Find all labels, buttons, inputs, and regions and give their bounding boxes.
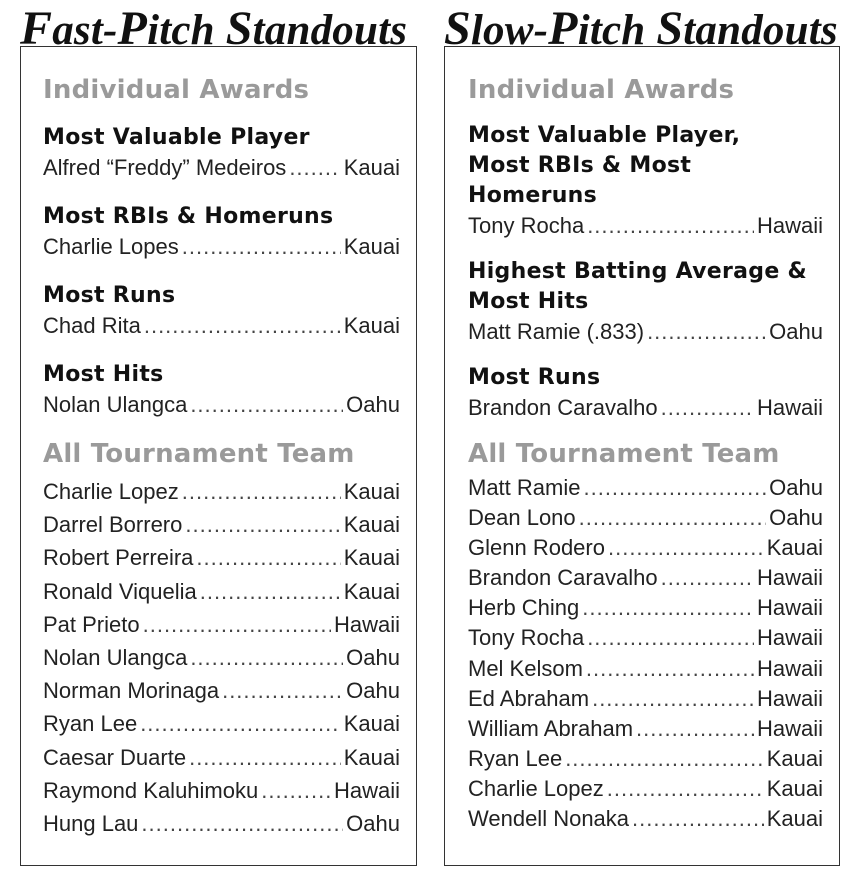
player-name: Nolan Ulangca <box>43 645 188 671</box>
team-row <box>468 593 823 623</box>
dot-leader <box>189 741 341 774</box>
award-title: Most Valuable Player <box>43 125 310 150</box>
island-name: Kauai <box>343 234 400 259</box>
individual-awards-heading: Individual Awards <box>468 75 735 105</box>
award-winner-row <box>43 232 400 262</box>
player-name: Darrel Borrero <box>43 512 183 538</box>
all-tournament-team-heading: All Tournament Team <box>468 439 780 469</box>
player-name: Ryan Lee <box>468 745 563 771</box>
island-name: Kauai <box>343 711 400 737</box>
island-name: Kauai <box>343 744 400 770</box>
award-title: Most Runs <box>43 283 176 308</box>
island-name: Oahu <box>346 811 400 837</box>
team-row <box>468 473 823 503</box>
team-row <box>468 744 823 774</box>
fast-pitch-title: Fast-Pitch Standouts <box>20 2 408 55</box>
dot-leader <box>636 714 754 744</box>
player-name: Glenn Rodero <box>468 535 605 561</box>
fast-pitch-panel <box>20 46 417 866</box>
island-name: Kauai <box>343 545 400 571</box>
award-winner-row <box>468 211 823 241</box>
island-name: Hawaii <box>756 655 823 681</box>
team-row <box>468 503 823 533</box>
player-name: Wendell Nonaka <box>468 806 630 832</box>
dot-leader <box>144 311 341 341</box>
island-name: Hawaii <box>756 685 823 711</box>
team-row <box>43 541 400 574</box>
award-title: Most Valuable Player, Most RBIs & Most Homeruns <box>468 123 741 208</box>
player-name: Brandon Caravalho <box>468 565 658 591</box>
player-name: Norman Morinaga <box>43 678 220 704</box>
dot-leader <box>289 153 340 183</box>
dot-leader <box>661 563 754 593</box>
fast-pitch-column <box>20 0 417 837</box>
dot-leader <box>182 232 341 262</box>
island-name: Oahu <box>346 645 400 671</box>
team-row <box>468 563 823 593</box>
island-name: Kauai <box>343 512 400 538</box>
slow-pitch-title: Slow-Pitch Standouts <box>444 2 838 55</box>
team-row <box>43 608 400 641</box>
team-row <box>468 623 823 653</box>
award-title: Highest Batting Average & Most Hits <box>468 259 808 314</box>
dot-leader <box>190 390 343 420</box>
player-name: Chad Rita <box>43 313 141 338</box>
dot-leader <box>608 533 764 563</box>
dot-leader <box>182 475 341 508</box>
island-name: Hawaii <box>756 213 823 238</box>
island-name: Kauai <box>766 535 823 561</box>
dot-leader <box>587 623 754 653</box>
award-entry <box>43 123 400 183</box>
island-name: Oahu <box>769 475 823 500</box>
award-entry <box>43 360 400 420</box>
team-row <box>468 714 823 744</box>
dot-leader <box>185 508 340 541</box>
player-name: Charlie Lopez <box>43 479 179 504</box>
island-name: Hawaii <box>333 611 400 637</box>
dot-leader <box>607 774 764 804</box>
award-winner-row <box>43 153 400 183</box>
award-title: Most RBIs & Homeruns <box>43 204 334 229</box>
team-row <box>43 508 400 541</box>
dot-leader <box>587 211 754 241</box>
island-name: Kauai <box>343 313 400 338</box>
island-name: Oahu <box>769 319 823 344</box>
dot-leader <box>261 774 331 807</box>
award-winner-row <box>43 311 400 341</box>
team-row <box>43 575 400 608</box>
player-name: Hung Lau <box>43 811 139 837</box>
player-name: Caesar Duarte <box>43 744 187 770</box>
dot-leader <box>196 541 340 574</box>
team-row <box>468 533 823 563</box>
island-name: Hawaii <box>756 565 823 591</box>
island-name: Kauai <box>343 578 400 604</box>
award-winner-row <box>43 390 400 420</box>
island-name: Oahu <box>769 505 823 531</box>
dot-leader <box>141 807 343 840</box>
team-row <box>43 707 400 740</box>
player-name: Tony Rocha <box>468 213 585 238</box>
award-entry <box>468 121 823 241</box>
player-name: Alfred “Freddy” Medeiros <box>43 155 287 180</box>
island-name: Oahu <box>346 392 400 417</box>
dot-leader <box>143 608 331 641</box>
island-name: Kauai <box>766 775 823 801</box>
player-name: Herb Ching <box>468 595 580 621</box>
island-name: Hawaii <box>756 625 823 651</box>
player-name: Brandon Caravalho <box>468 395 658 420</box>
player-name: Ryan Lee <box>43 711 138 737</box>
dot-leader <box>647 317 766 347</box>
dot-leader <box>632 804 764 834</box>
dot-leader <box>586 654 754 684</box>
team-row <box>43 807 400 840</box>
team-row <box>468 774 823 804</box>
award-entry <box>468 363 823 423</box>
award-title: Most Runs <box>468 365 601 390</box>
award-winner-row <box>468 317 823 347</box>
team-row <box>43 641 400 674</box>
player-name: Raymond Kaluhimoku <box>43 777 259 803</box>
player-name: Robert Perreira <box>43 545 194 571</box>
award-entry <box>43 202 400 262</box>
team-row <box>43 741 400 774</box>
team-row <box>43 475 400 508</box>
player-name: Tony Rocha <box>468 625 585 651</box>
player-name: Charlie Lopes <box>43 234 179 259</box>
team-row <box>43 774 400 807</box>
fast-team-list <box>43 475 400 840</box>
award-winner-row <box>468 393 823 423</box>
island-name: Kauai <box>766 745 823 771</box>
dot-leader <box>140 707 341 740</box>
team-row <box>468 804 823 834</box>
player-name: Mel Kelsom <box>468 655 583 681</box>
island-name: Kauai <box>343 479 400 504</box>
dot-leader <box>583 473 766 503</box>
island-name: Kauai <box>766 806 823 832</box>
dot-leader <box>579 503 767 533</box>
player-name: Pat Prieto <box>43 611 140 637</box>
dot-leader <box>565 744 764 774</box>
player-name: Dean Lono <box>468 505 576 531</box>
island-name: Hawaii <box>756 595 823 621</box>
player-name: William Abraham <box>468 715 634 741</box>
slow-pitch-column <box>444 0 840 832</box>
team-row <box>468 684 823 714</box>
player-name: Charlie Lopez <box>468 775 604 801</box>
dot-leader <box>582 593 754 623</box>
player-name: Ed Abraham <box>468 685 590 711</box>
player-name: Matt Ramie (.833) <box>468 319 645 344</box>
individual-awards-heading: Individual Awards <box>43 75 310 105</box>
dot-leader <box>222 674 343 707</box>
award-entry <box>43 281 400 341</box>
island-name: Hawaii <box>333 777 400 803</box>
island-name: Hawaii <box>756 395 823 420</box>
team-row <box>468 654 823 684</box>
dot-leader <box>200 575 341 608</box>
all-tournament-team-heading: All Tournament Team <box>43 439 355 469</box>
slow-pitch-panel <box>444 46 840 866</box>
award-title: Most Hits <box>43 362 164 387</box>
island-name: Oahu <box>346 678 400 704</box>
island-name: Hawaii <box>756 715 823 741</box>
dot-leader <box>592 684 754 714</box>
player-name: Ronald Viquelia <box>43 578 197 604</box>
dot-leader <box>661 393 754 423</box>
player-name: Nolan Ulangca <box>43 392 188 417</box>
island-name: Kauai <box>343 155 400 180</box>
slow-team-list <box>468 473 823 834</box>
award-entry <box>468 257 823 347</box>
player-name: Matt Ramie <box>468 475 581 500</box>
dot-leader <box>190 641 343 674</box>
team-row <box>43 674 400 707</box>
